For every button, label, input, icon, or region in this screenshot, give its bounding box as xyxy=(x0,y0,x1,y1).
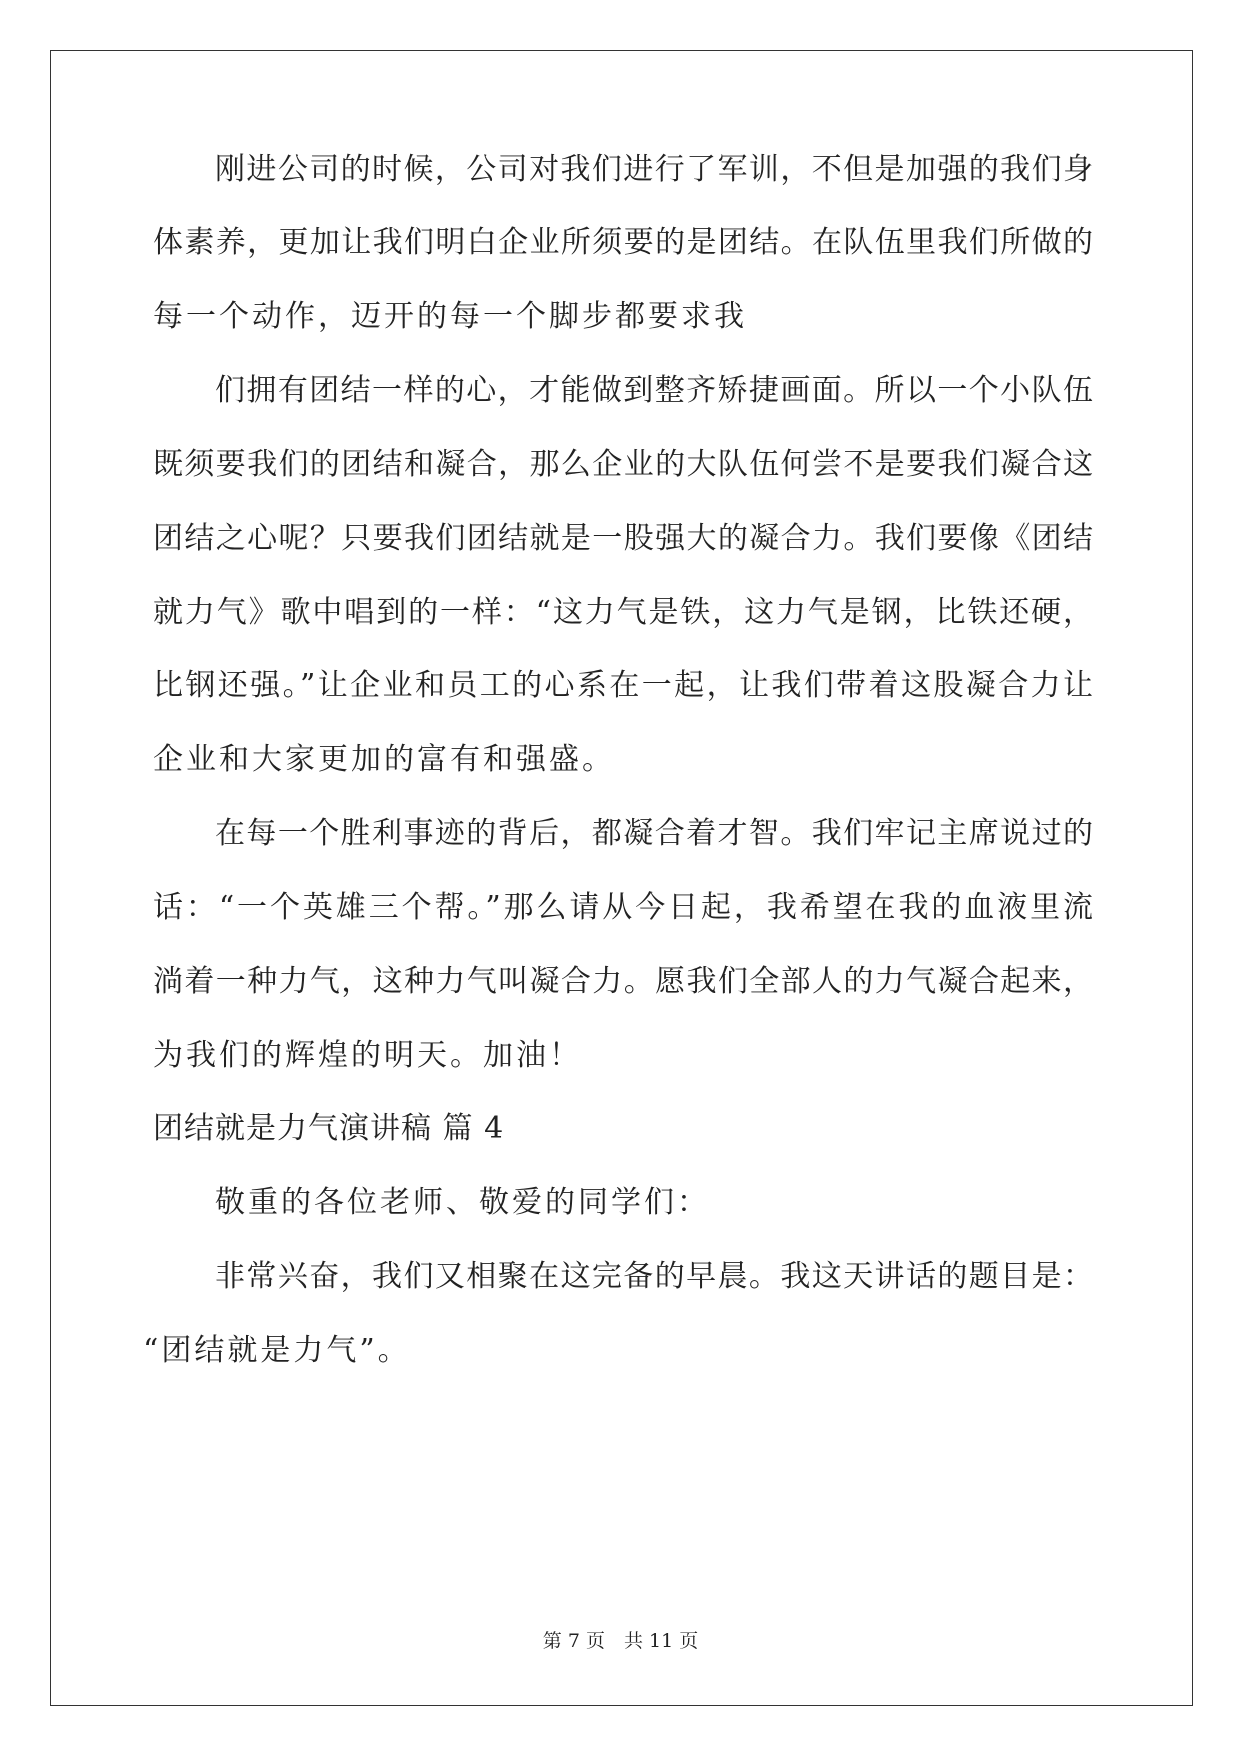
text-line-11: 话：“一个英雄三个帮。”那么请从今日起，我希望在我的血液里流 xyxy=(153,890,1093,925)
text-line-7: 就力气》歌中唱到的一样：“这力气是铁，这力气是钢，比铁还硬， xyxy=(153,595,1093,630)
text-line-2: 体素养，更加让我们明白企业所须要的是团结。在队伍里我们所做的 xyxy=(153,225,1093,260)
text-line-4: 们拥有团结一样的心，才能做到整齐矫捷画面。所以一个小队伍 xyxy=(215,373,1093,408)
page-number-footer: 第 7 页 共 11 页 xyxy=(542,1630,699,1652)
text-line-6: 团结之心呢？只要我们团结就是一股强大的凝合力。我们要像《团结 xyxy=(153,521,1093,556)
text-line-9: 企业和大家更加的富有和强盛。 xyxy=(153,742,615,777)
salutation-line: 敬重的各位老师、敬爱的同学们： xyxy=(215,1185,710,1220)
text-line-5: 既须要我们的团结和凝合，那么企业的大队伍何尝不是要我们凝合这 xyxy=(153,447,1093,482)
text-line-10: 在每一个胜利事迹的背后，都凝合着才智。我们牢记主席说过的 xyxy=(215,816,1093,851)
text-line-3: 每一个动作，迈开的每一个脚步都要求我 xyxy=(153,299,747,334)
text-line-17: “团结就是力气”。 xyxy=(143,1333,411,1368)
text-line-12: 淌着一种力气，这种力气叫凝合力。愿我们全部人的力气凝合起来， xyxy=(153,964,1093,999)
section-heading: 团结就是力气演讲稿 篇 4 xyxy=(153,1111,505,1146)
text-line-1: 刚进公司的时候，公司对我们进行了军训，不但是加强的我们身 xyxy=(215,152,1093,187)
text-line-16: 非常兴奋，我们又相聚在这完备的早晨。我这天讲话的题目是： xyxy=(215,1259,1093,1294)
text-line-8: 比钢还强。”让企业和员工的心系在一起，让我们带着这股凝合力让 xyxy=(153,668,1093,703)
text-line-13: 为我们的辉煌的明天。加油！ xyxy=(153,1038,582,1073)
